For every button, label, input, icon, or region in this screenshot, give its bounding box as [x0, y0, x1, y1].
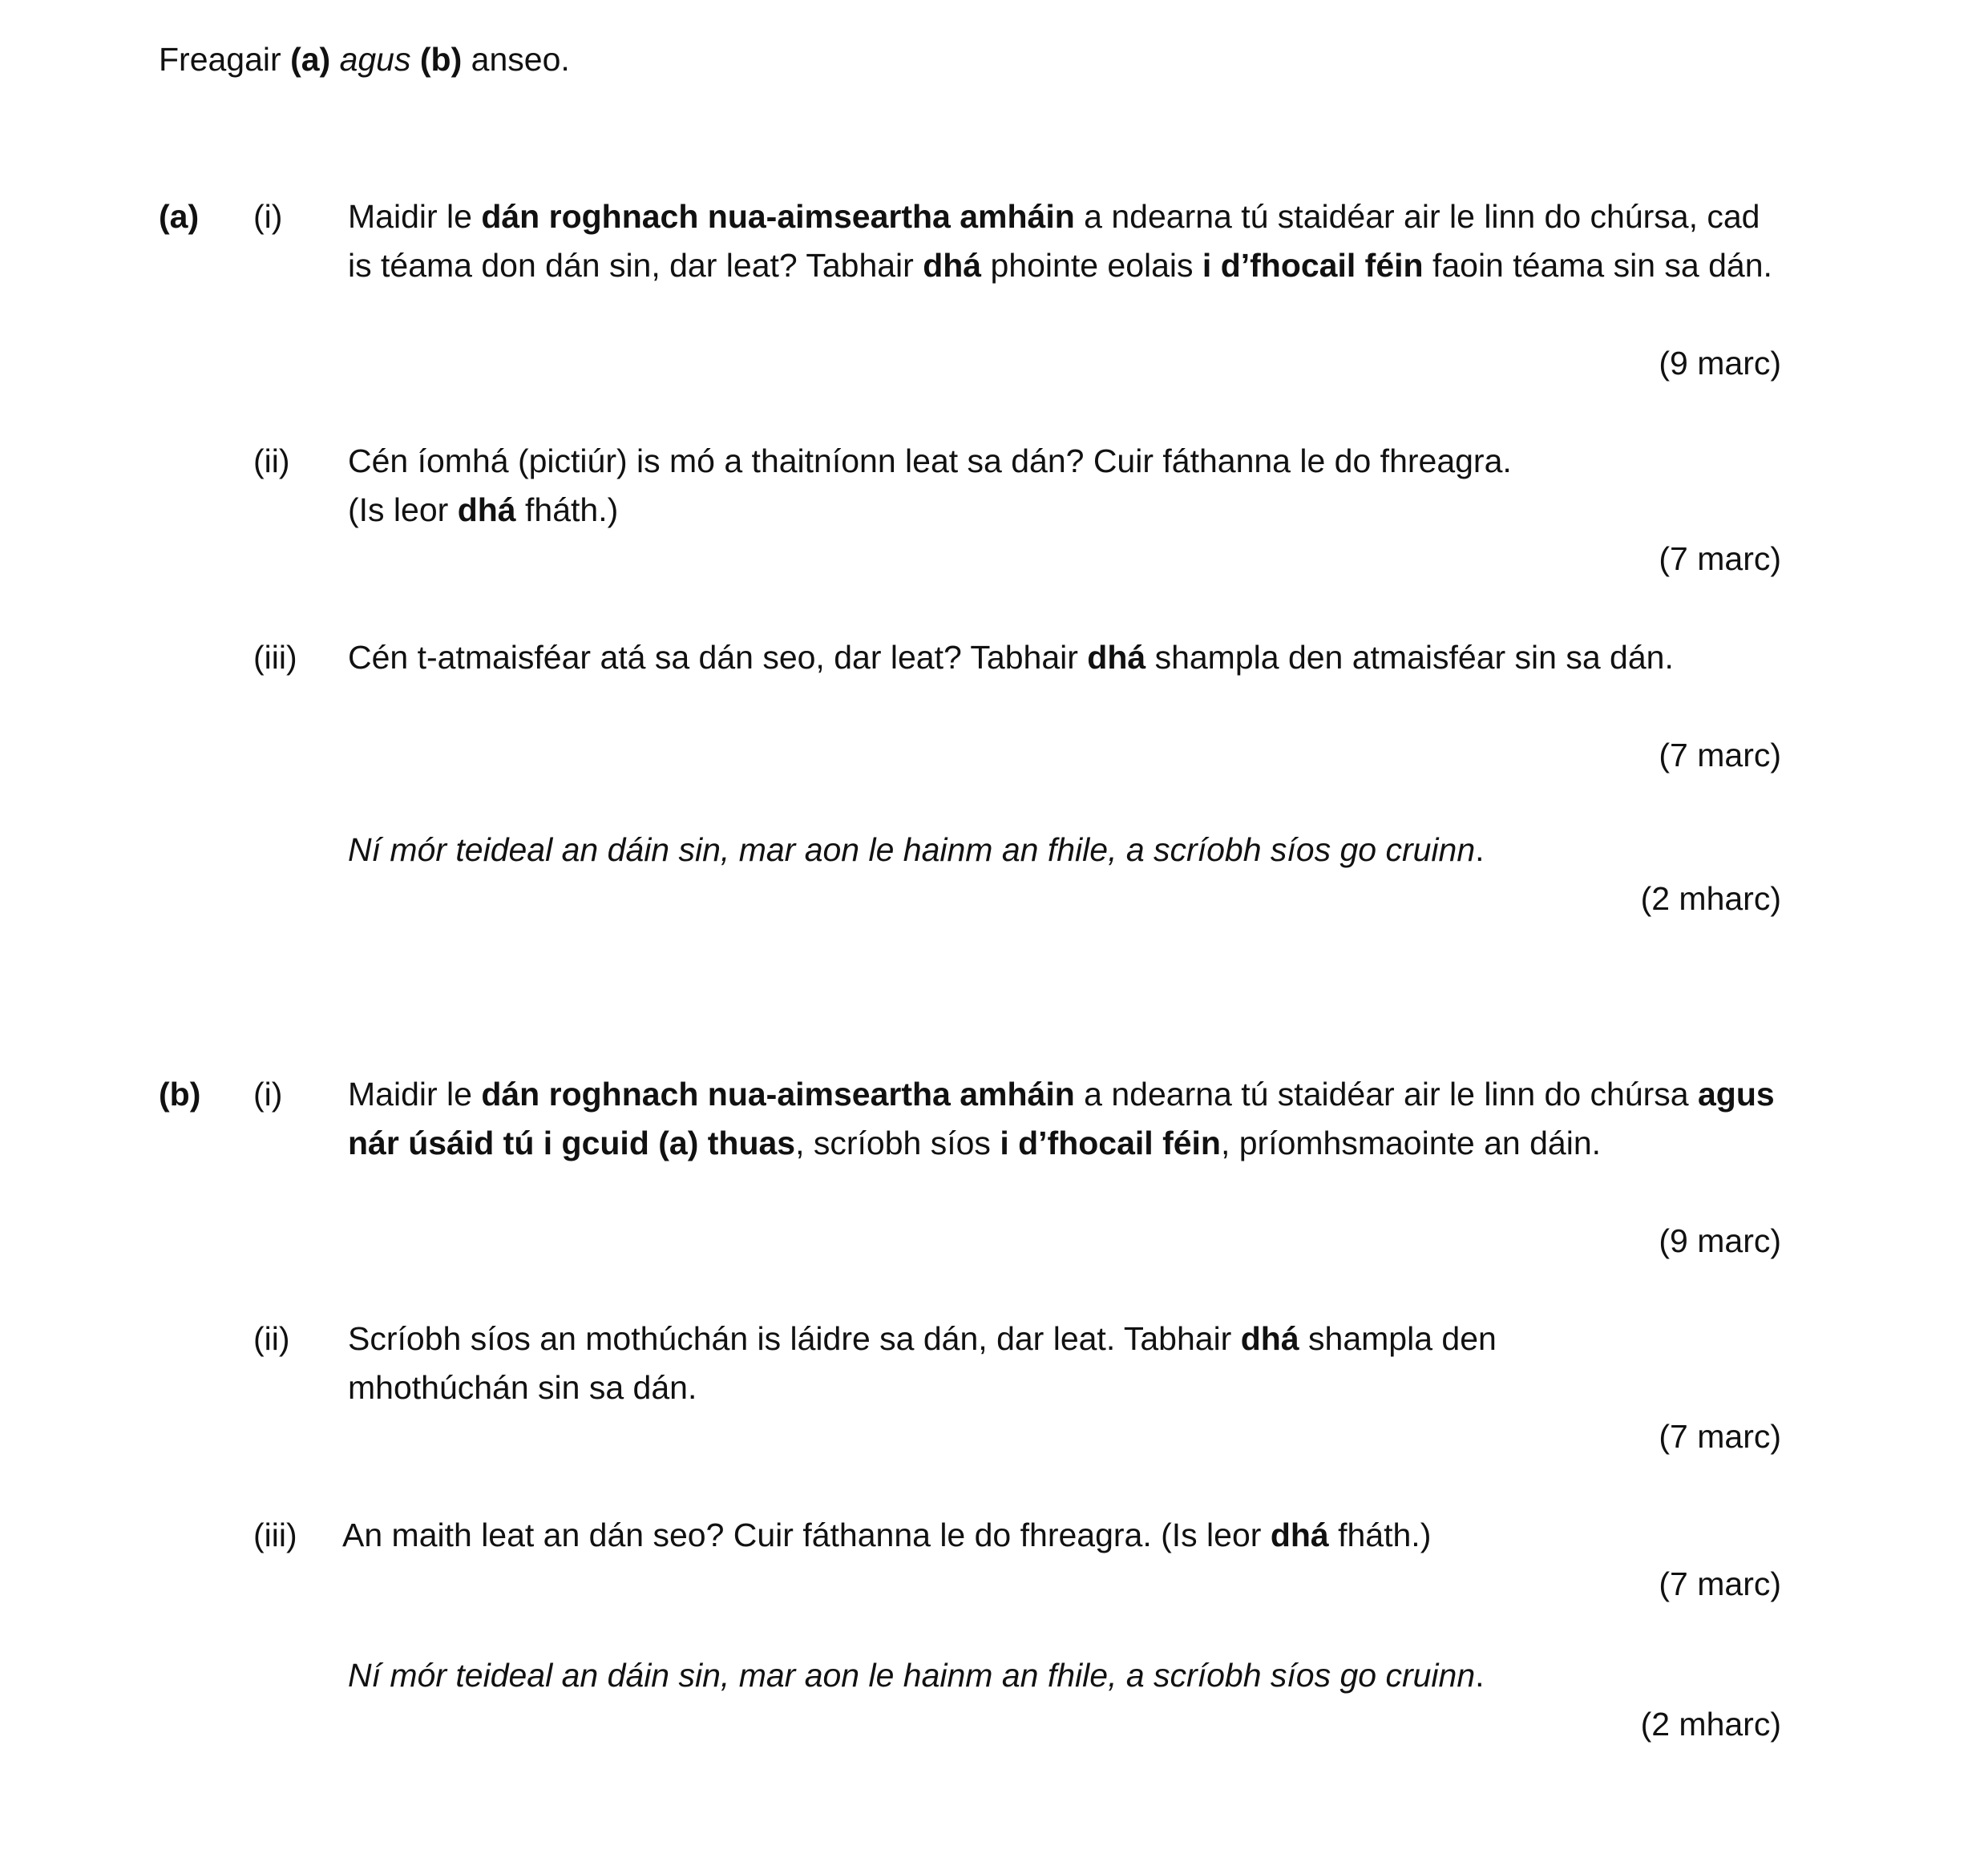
question-b-ii-marks: (7 marc)	[1659, 1418, 1781, 1455]
instruction	[159, 35, 570, 84]
question-b-iii-marks: (7 marc)	[1659, 1565, 1781, 1602]
instruction-part-b: (b)	[419, 41, 463, 78]
section-b-label: (b)	[159, 1076, 201, 1113]
question-a-ii-number: (ii)	[253, 442, 290, 479]
question-a-iii-text: Cén t-atmaisféar atá sa dán seo, dar leat? Tabhair dhá shampla den atmaisféar sin sa dán.	[348, 639, 1674, 676]
question-b-ii-text: Scríobh síos an mothúchán is láidre sa dán, dar leat. Tabhair dhá shampla den mhothúchán sin sa dán.	[348, 1320, 1497, 1406]
question-a-ii-line-1: Cén íomhá (pictiúr) is mó a thaitníonn leat sa dán? Cuir fáthanna le do fhreagra.	[348, 442, 1512, 479]
question-a-i-text: Maidir le dán roghnach nua-aimseartha amháin a ndearna tú staidéar air le linn do chúrsa, cad is téama don dán sin, dar leat? Tabhair dhá phointe eolais i d’fhocail féin faoin téama sin sa dán.	[348, 198, 1772, 284]
question-b-ii-number: (ii)	[253, 1320, 290, 1357]
question-b-i-text: Maidir le dán roghnach nua-aimseartha amháin a ndearna tú staidéar air le linn do chúrsa agus nár úsáid tú i gcuid (a) thuas, scríobh síos i d’fhocail féin, príomhsmaointe an dáin.	[348, 1076, 1775, 1161]
section-a-note: Ní mór teideal an dáin sin, mar aon le hainm an fhile, a scríobh síos go cruinn.	[348, 831, 1485, 868]
question-b-iii-text: An maith leat an dán seo? Cuir fáthanna le do fhreagra. (Is leor dhá fháth.)	[342, 1517, 1432, 1553]
instruction-part-a: (a)	[290, 41, 331, 78]
question-b-iii-number: (iii)	[253, 1517, 297, 1553]
instruction-suffix: anseo.	[462, 41, 570, 78]
question-a-i-marks: (9 marc)	[1659, 345, 1781, 382]
question-b-i-marks: (9 marc)	[1659, 1222, 1781, 1259]
question-a-ii-line-2: (Is leor dhá fháth.)	[348, 491, 619, 528]
question-a-iii-marks: (7 marc)	[1659, 737, 1781, 773]
question-a-ii-marks: (7 marc)	[1659, 540, 1781, 577]
instruction-conjunction: agus	[339, 41, 411, 78]
question-a-i-number: (i)	[253, 198, 283, 235]
section-a-label: (a)	[159, 198, 200, 235]
question-a-iii-number: (iii)	[253, 639, 297, 676]
section-b-note: Ní mór teideal an dáin sin, mar aon le hainm an fhile, a scríobh síos go cruinn.	[348, 1657, 1485, 1694]
instruction-prefix: Freagair	[159, 41, 291, 78]
section-a-note-marks: (2 mharc)	[1640, 880, 1781, 917]
section-b-note-marks: (2 mharc)	[1640, 1706, 1781, 1743]
question-b-i-number: (i)	[253, 1076, 283, 1113]
